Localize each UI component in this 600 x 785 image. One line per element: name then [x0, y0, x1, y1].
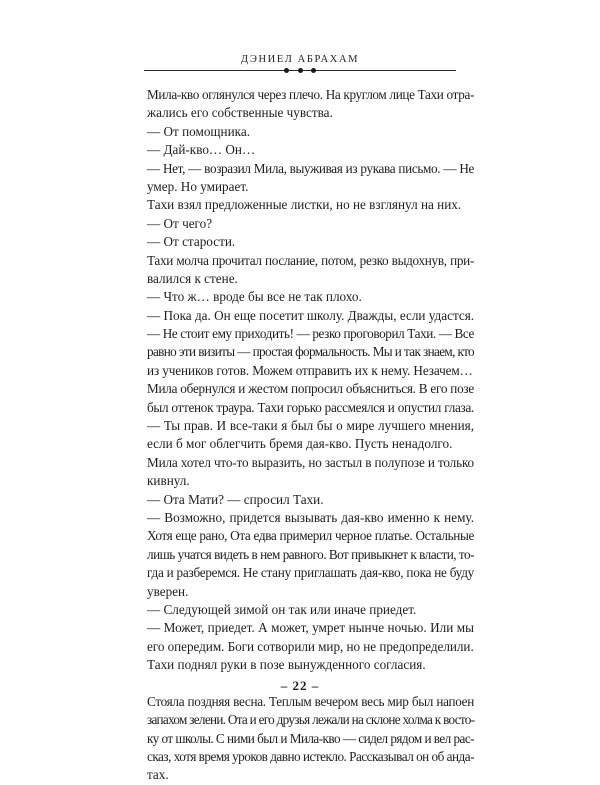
text-line: — Может, приедет. А может, умрет нынче ночью. Или мы — [147, 620, 474, 636]
text-line: тах. — [147, 767, 169, 783]
text-line: Тахи молча прочитал послание, потом, резко выдохнув, при- — [147, 252, 474, 268]
text-line: равно эти визиты — простая формальность. Мы и так знаем, кто — [147, 344, 474, 360]
ornament-dot — [284, 68, 289, 73]
text-line: — Нет, — возразил Мила, выуживая из рукава письмо. — Не — [147, 160, 474, 176]
text-line: Мила обернулся и жестом попросил объясниться. В его позе — [147, 381, 474, 397]
text-line: гда и разберемся. Не стану приглашать дая-кво, пока не буду — [147, 565, 474, 581]
text-line: — Возможно, придется вызывать дая-кво именно к нему. — [147, 509, 474, 525]
text-line: валился к стене. — [147, 270, 238, 286]
text-line: запахом зелени. Ота и его друзья лежали на склоне холма к восто- — [147, 712, 475, 728]
text-line: Стояла поздняя весна. Теплым вечером весь мир был напоен — [147, 693, 474, 709]
text-line: был оттенок траура. Тахи горько рассмеялся и опустил глаза. — [147, 399, 474, 415]
text-line: ку от школы. С ними был и Мила-кво — сидел рядом и вел рас- — [147, 730, 474, 746]
text-line: лишь учатся видеть в нем равного. Вот привыкнет к власти, то- — [147, 546, 474, 562]
text-line: кивнул. — [147, 473, 190, 489]
text-line: — Пока да. Он еще посетит школу. Дважды, если удастся. — [147, 307, 475, 323]
text-line: — Ота Мати? — спросил Тахи. — [147, 491, 324, 507]
text-line: — Дай-кво… Он… — [147, 142, 256, 158]
text-line: сказ, хотя время уроков давно истекло. Рассказывал он об андa- — [147, 749, 474, 765]
ornament-dot — [311, 68, 316, 73]
text-line: из учеников готов. Можем отправить их к нему. Незачем… — [147, 362, 473, 378]
text-line: его опередим. Боги сотворили мир, но не предопределили. — [147, 638, 474, 654]
text-line: если б мог облегчить бремя дая-кво. Пусть ненадолго. — [147, 436, 453, 452]
text-line: Мила хотел что-то выразить, но застыл в полупозе и только — [147, 454, 474, 470]
text-line: Тахи поднял руки в позе вынужденного согласия. — [147, 657, 426, 673]
text-line: — Следующей зимой он так или иначе приедет. — [147, 601, 417, 617]
text-line: — Не стоит ему приходить! — резко проговорил Тахи. — Все — [147, 326, 474, 342]
text-line: — Что ж… вроде бы все не так плохо. — [147, 289, 362, 305]
text-line: умер. Но умирает. — [147, 178, 249, 194]
text-line: Мила-кво оглянулся через плечо. На круглом лице Тахи отра- — [147, 87, 474, 102]
text-line: Хотя еще рано, Ота едва примерил черное платье. Остальные — [147, 528, 474, 544]
text-line: — От чего? — [147, 215, 213, 231]
text-line: — Ты прав. И все-таки я был бы о мире лучшего мнения, — [147, 418, 474, 434]
text-line: Тахи взял предложенные листки, но не взглянул на них. — [147, 197, 462, 213]
text-line: уверен. — [147, 583, 189, 599]
running-head: ДЭНИЕЛ АБРАХАМ — [240, 54, 360, 65]
text-line: — От старости. — [147, 234, 236, 250]
header-ornament — [144, 65, 456, 77]
ornament-dot — [298, 68, 303, 73]
text-line: — От помощника. — [147, 123, 251, 139]
text-line: жались его собственные чувства. — [147, 105, 333, 121]
page-number: – 22 – — [280, 678, 320, 693]
